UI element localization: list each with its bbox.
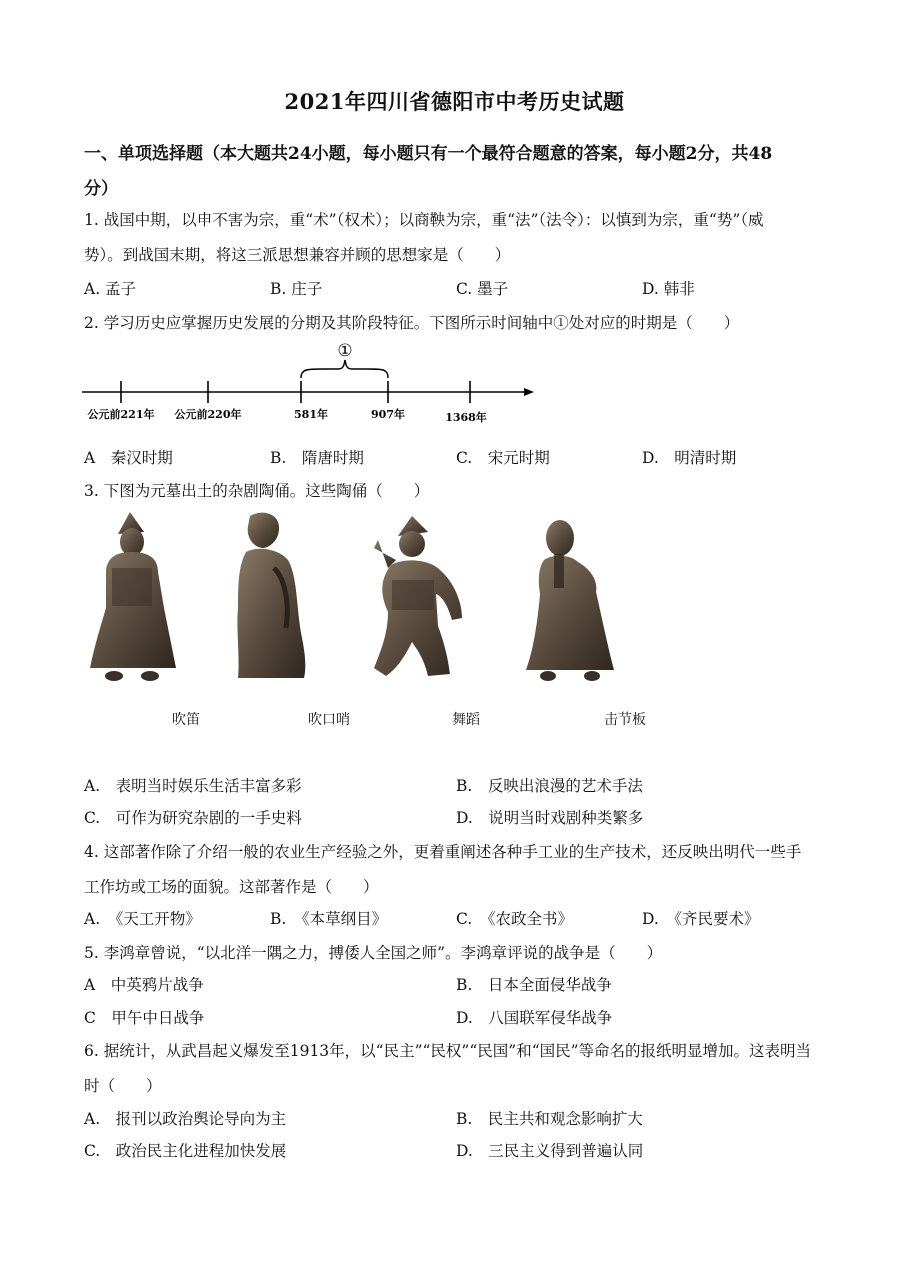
question-5-option-b: B. 日本全面侵华战争 (456, 976, 612, 994)
section-heading-line1: 一、单项选择题（本大题共24小题，每小题只有一个最符合题意的答案，每小题2分，共48 (84, 144, 773, 164)
question-6-option-c: C. 政治民主化进程加快发展 (84, 1142, 287, 1160)
question-2-option-c: C. 宋元时期 (456, 449, 550, 467)
question-3-stem: 3. 下图为元墓出土的杂剧陶俑。这些陶俑（ ） (84, 482, 430, 500)
question-1-stem-line1: 1. 战国中期，以申不害为宗，重“术”（权术）；以商鞅为宗，重“法”（法令）：以慎到为宗，重“势”（威 (84, 211, 764, 229)
question-4-option-b: B. 《本草纲目》 (270, 910, 388, 928)
section-heading-line2: 分） (84, 179, 118, 199)
figure-caption-clapper: 击节板 (604, 712, 646, 728)
figurine-whistle (237, 513, 305, 678)
question-6-option-a: A. 报刊以政治舆论导向为主 (84, 1110, 287, 1128)
timeline-brace (301, 360, 388, 378)
question-4-stem-line1: 4. 这部著作除了介绍一般的农业生产经验之外，更着重阐述各种手工业的生产技术，还反映出明代一些手 (84, 843, 802, 861)
question-5-option-c: C 甲午中日战争 (84, 1009, 205, 1027)
question-5-stem: 5. 李鸿章曾说，“以北洋一隅之力，搏倭人全国之师”。李鸿章评说的战争是（ ） (84, 944, 663, 962)
question-3-option-a: A. 表明当时娱乐生活丰富多彩 (84, 777, 302, 795)
timeline-figure (78, 336, 548, 432)
question-4-option-d: D. 《齐民要术》 (642, 910, 760, 928)
question-6-stem-line1: 6. 据统计，从武昌起义爆发至1913年，以“民主”“民权”“民国”和“国民”等命名的报纸明显增加。这表明当 (84, 1042, 812, 1060)
question-4-option-a: A. 《天工开物》 (84, 910, 201, 928)
question-6-stem-line2: 时（ ） (84, 1077, 162, 1095)
timeline-label: 公元前221年 (87, 408, 155, 421)
question-4-stem-line2: 工作坊或工场的面貌。这部著作是（ ） (84, 878, 379, 896)
figure-caption-flute: 吹笛 (172, 712, 200, 728)
pottery-figurines-photo (78, 508, 638, 688)
question-1-option-a: A. 孟子 (84, 280, 137, 298)
question-1-option-b: B. 庄子 (270, 280, 323, 298)
question-2-option-a: A 秦汉时期 (84, 449, 173, 467)
timeline-label: 581年 (294, 408, 328, 421)
question-1-stem-line2: 势）。到战国末期，将这三派思想兼容并顾的思想家是（ ） (84, 246, 511, 264)
question-2-option-d: D. 明清时期 (642, 449, 737, 467)
question-4-option-c: C. 《农政全书》 (456, 910, 573, 928)
question-3-option-c: C. 可作为研究杂剧的一手史料 (84, 809, 302, 827)
timeline-arrow-icon (524, 388, 534, 396)
timeline-label: 公元前220年 (174, 408, 242, 421)
timeline-label: 1368年 (445, 411, 487, 424)
question-5-option-d: D. 八国联军侵华战争 (456, 1009, 613, 1027)
timeline-label: 907年 (371, 408, 405, 421)
figure-caption-dance: 舞蹈 (452, 712, 480, 728)
figurine-flute (90, 512, 176, 681)
question-2-stem: 2. 学习历史应掌握历史发展的分期及其阶段特征。下图所示时间轴中①处对应的时期是（ ） (84, 314, 740, 332)
question-1-option-d: D. 韩非 (642, 280, 695, 298)
question-3-option-d: D. 说明当时戏剧种类繁多 (456, 809, 644, 827)
figurine-clapper (526, 520, 614, 681)
figure-caption-whistle: 吹口哨 (308, 712, 350, 728)
figurine-dance (374, 516, 462, 676)
question-3-option-b: B. 反映出浪漫的艺术手法 (456, 777, 643, 795)
question-5-option-a: A 中英鸦片战争 (84, 976, 204, 994)
question-1-option-c: C. 墨子 (456, 280, 509, 298)
question-6-option-b: B. 民主共和观念影响扩大 (456, 1110, 643, 1128)
exam-title: 2021年四川省德阳市中考历史试题 (284, 89, 625, 114)
timeline-marker: ① (337, 341, 353, 361)
question-6-option-d: D. 三民主义得到普遍认同 (456, 1142, 644, 1160)
question-2-option-b: B. 隋唐时期 (270, 449, 364, 467)
